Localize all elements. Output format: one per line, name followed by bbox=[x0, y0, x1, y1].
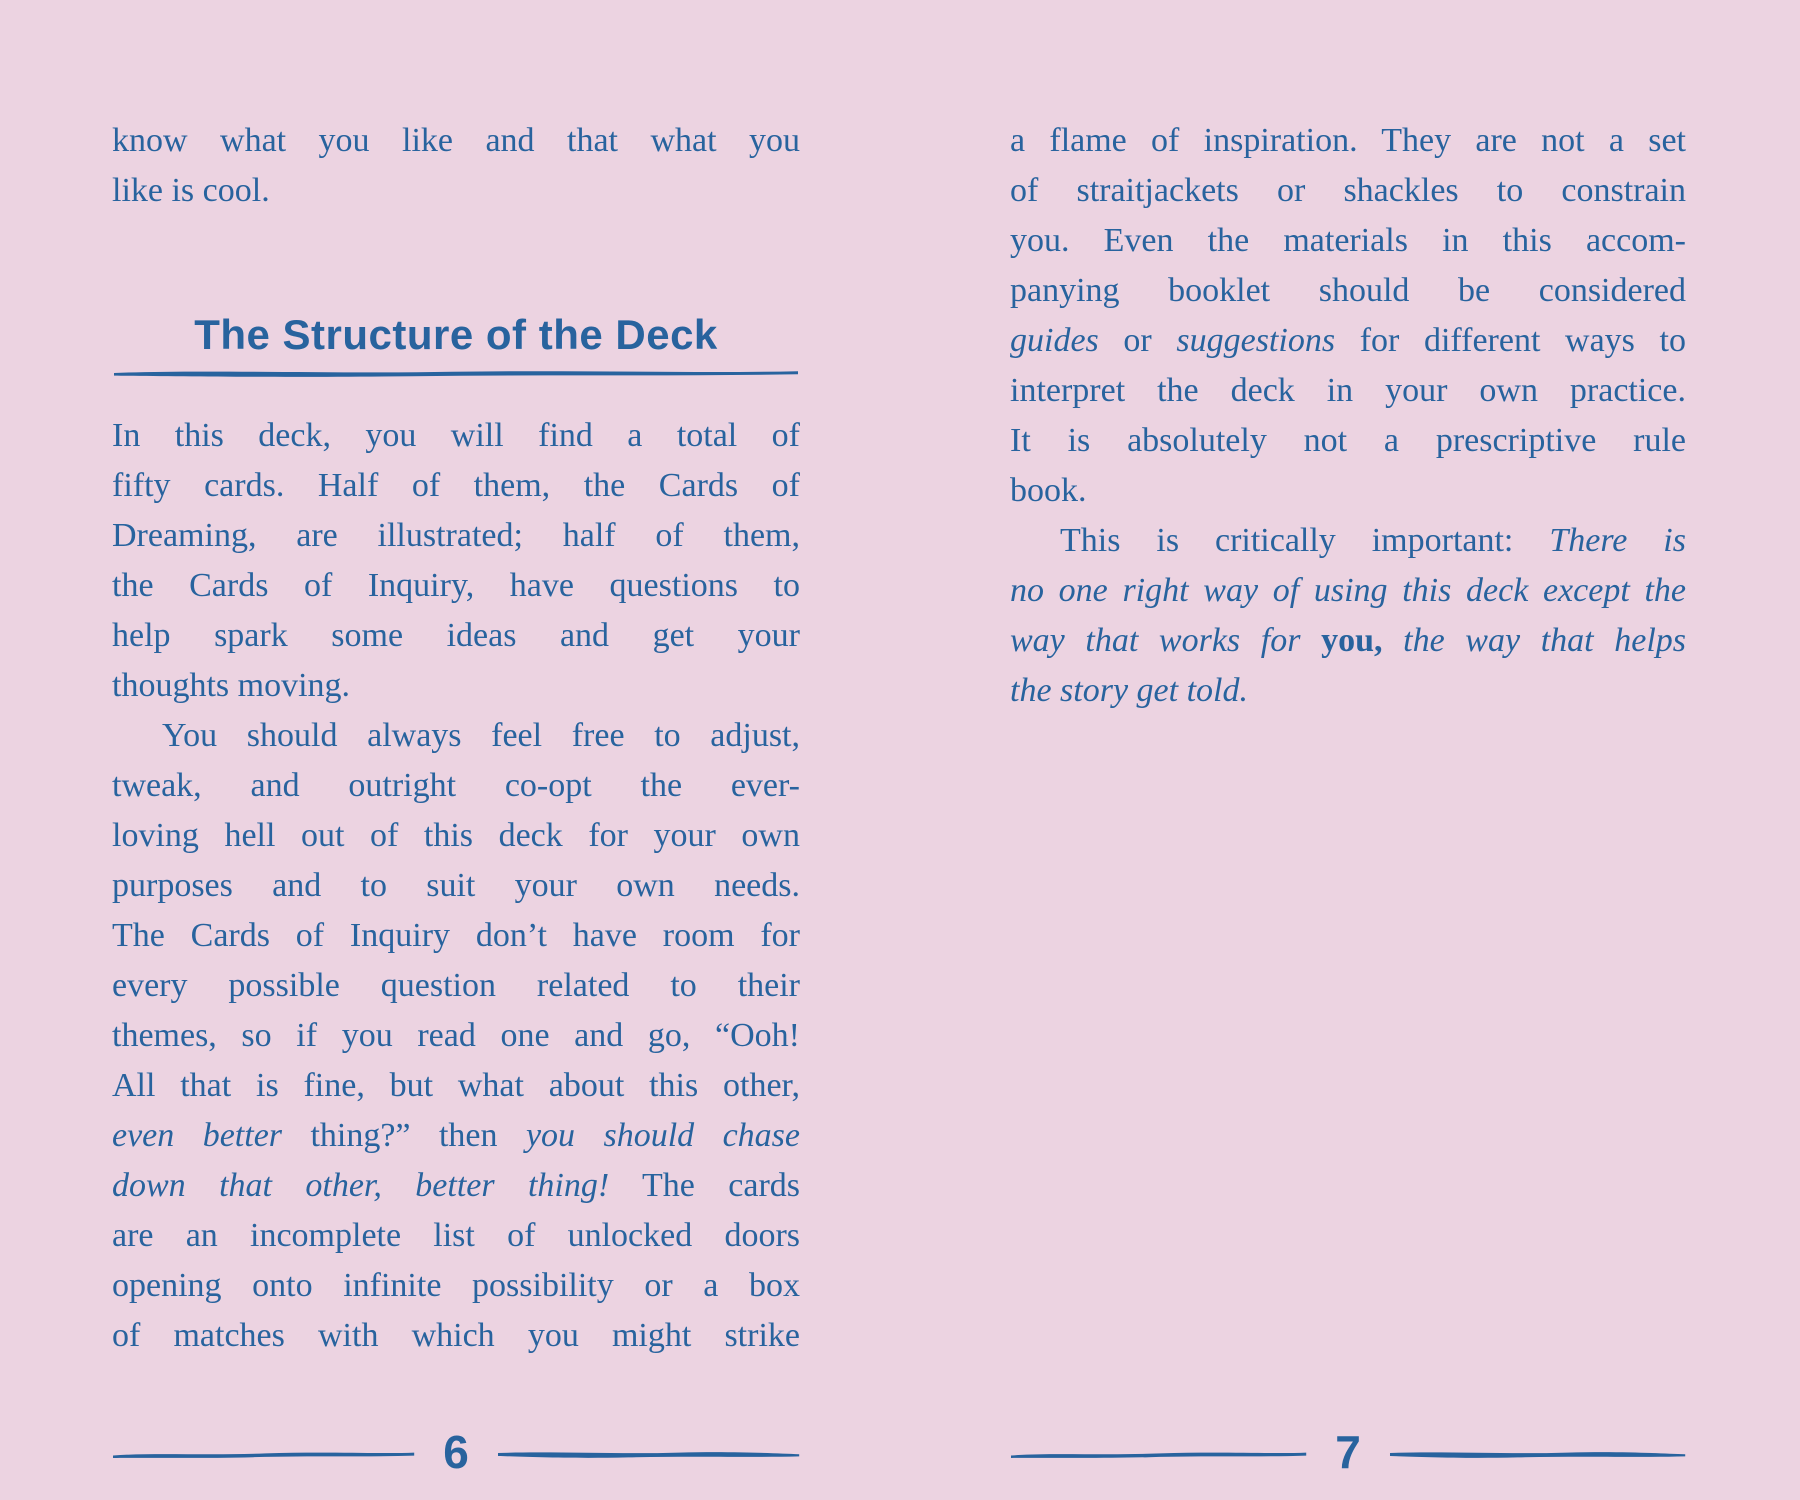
right-page-footer bbox=[1010, 1424, 1686, 1484]
heading-underline-rule bbox=[112, 366, 800, 379]
text-line: interpret the deck in your own practice. bbox=[1010, 372, 1686, 409]
text-line: All that is fine, but what about this other, bbox=[112, 1067, 800, 1104]
page-number: 6 bbox=[443, 1426, 469, 1478]
right-page-column bbox=[1010, 116, 1686, 716]
intro-paragraph bbox=[112, 116, 800, 216]
text-line: help spark some ideas and get your bbox=[112, 617, 800, 654]
text-line: of matches with which you might strike bbox=[112, 1317, 800, 1354]
left-page-footer bbox=[112, 1424, 800, 1484]
footer-rule-left bbox=[1010, 1447, 1307, 1461]
text-line: of straitjackets or shackles to constrain bbox=[1010, 172, 1686, 209]
text-line: no one right way of using this deck except the bbox=[1010, 572, 1686, 609]
text-line: even better thing?” then you should chase bbox=[112, 1117, 800, 1154]
text-line: You should always feel free to adjust, bbox=[162, 717, 800, 754]
text-line: guides or suggestions for different ways to bbox=[1010, 322, 1686, 359]
text-line: loving hell out of this deck for your own bbox=[112, 817, 800, 854]
text-line: book. bbox=[1010, 472, 1087, 509]
text-line: panying booklet should be considered bbox=[1010, 272, 1686, 309]
text-line: like is cool. bbox=[112, 172, 270, 209]
text-line: you. Even the materials in this accom- bbox=[1010, 222, 1686, 259]
text-line: opening onto infinite possibility or a box bbox=[112, 1267, 800, 1304]
text-line: know what you like and that what you bbox=[112, 122, 800, 159]
footer-rule-left bbox=[112, 1447, 415, 1461]
text-line: the Cards of Inquiry, have questions to bbox=[112, 567, 800, 604]
text-line: way that works for you, the way that helps bbox=[1010, 622, 1686, 659]
text-line: every possible question related to their bbox=[112, 967, 800, 1004]
text-line: thoughts moving. bbox=[112, 667, 351, 704]
text-line: down that other, better thing! The cards bbox=[112, 1167, 801, 1204]
text-line: themes, so if you read one and go, “Ooh! bbox=[112, 1017, 800, 1054]
text-line: fifty cards. Half of them, the Cards of bbox=[112, 467, 800, 504]
footer-rule-right bbox=[497, 1447, 800, 1461]
text-line: purposes and to suit your own needs. bbox=[112, 867, 800, 904]
section-heading: The Structure of the Deck bbox=[194, 311, 718, 358]
text-line: It is absolutely not a prescriptive rule bbox=[1010, 422, 1686, 459]
text-line: In this deck, you will find a total of bbox=[112, 417, 800, 454]
body-paragraph bbox=[1010, 116, 1686, 716]
text-line: are an incomplete list of unlocked doors bbox=[112, 1217, 800, 1254]
text-line: the story get told. bbox=[1010, 672, 1248, 709]
page-number: 7 bbox=[1335, 1426, 1361, 1478]
left-page-column bbox=[112, 116, 800, 1361]
text-line: tweak, and outright co-opt the ever- bbox=[112, 767, 800, 804]
footer-rule-right bbox=[1389, 1447, 1686, 1461]
text-line: The Cards of Inquiry don’t have room for bbox=[112, 917, 800, 954]
text-line: a flame of inspiration. They are not a set bbox=[1010, 122, 1686, 159]
body-paragraph bbox=[112, 411, 800, 1361]
text-line: Dreaming, are illustrated; half of them, bbox=[112, 517, 800, 554]
text-line: This is critically important: There is bbox=[1060, 522, 1686, 559]
